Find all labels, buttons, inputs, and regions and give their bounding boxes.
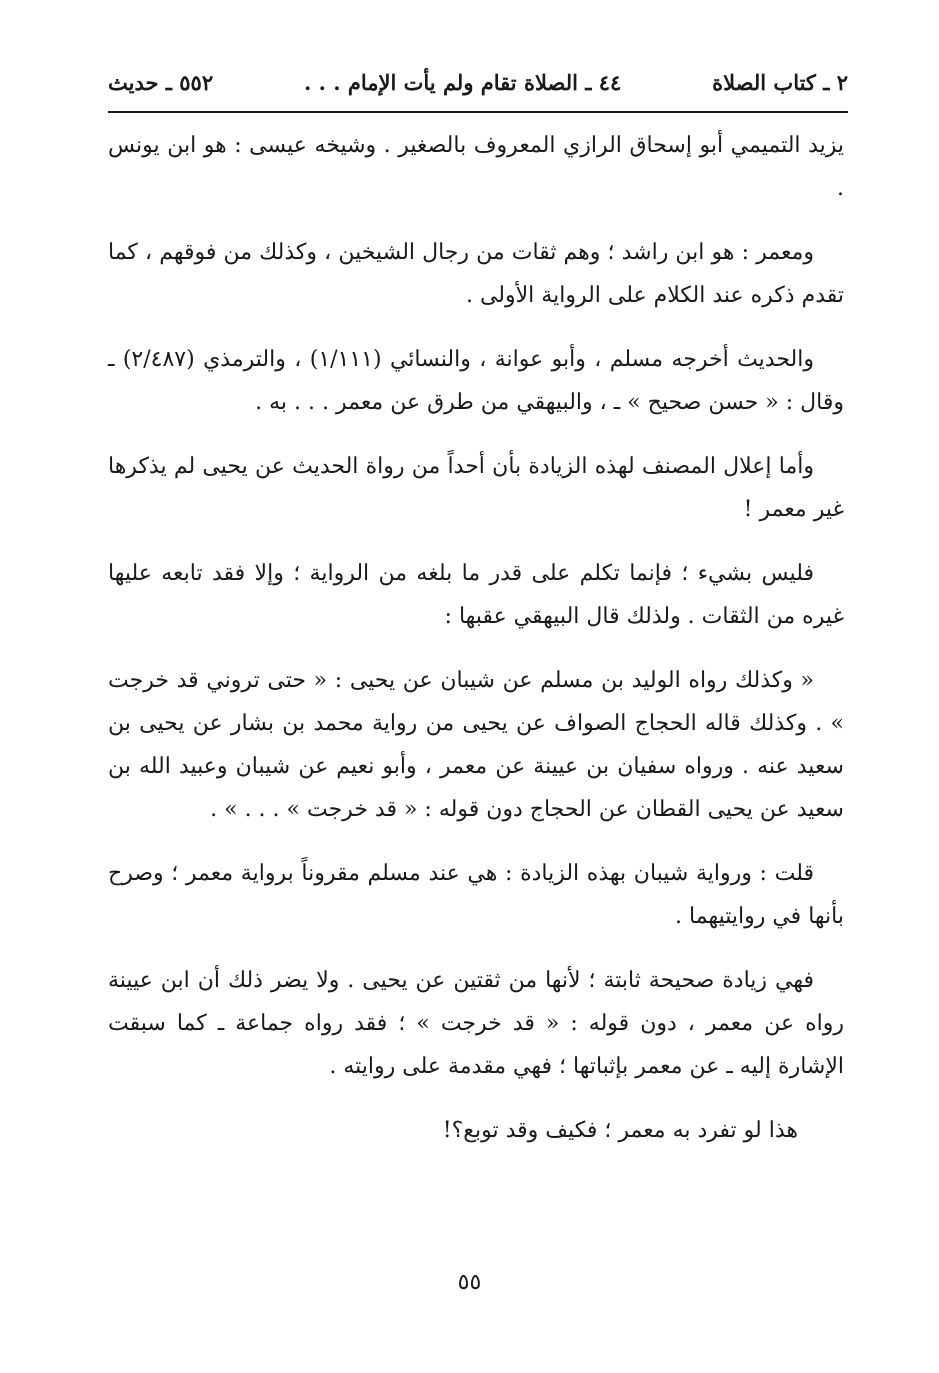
paragraph-3: والحديث أخرجه مسلم ، وأبو عوانة ، والنسائي (١/١١١) ، والترمذي (٢/٤٨٧) ـ وقال : « حسن صحيح » ـ ، والبيهقي من طرق عن معمر . . . به . — [108, 347, 844, 415]
paragraph-6: « وكذلك رواه الوليد بن مسلم عن شيبان عن يحيى : « حتى تروني قد خرجت » . وكذلك قاله الحجاج الصواف عن يحيى من رواية محمد بن بشار عن يحيى بن سعيد عنه . ورواه سفيان بن عيينة عن معمر ، وأبو نعيم عن شيبان وعبيد الله بن سعيد عن يحيى القطان عن الحجاج دون قوله : « قد خرجت » . . . » . — [108, 668, 844, 822]
paragraph-9: هذا لو تفرد به معمر ؛ فكيف وقد توبع؟! — [442, 1118, 798, 1143]
paragraph-4: وأما إعلال المصنف لهذه الزيادة بأن أحداً من رواة الحديث عن يحيى لم يذكرها غير معمر ! — [108, 454, 844, 522]
page-number: ٥٥ — [457, 1270, 482, 1295]
body-text — [108, 124, 844, 1173]
header-section: ٤٤ ـ الصلاة تقام ولم يأت الإمام . . . — [303, 69, 622, 95]
paragraph-2: ومعمر : هو ابن راشد ؛ وهم ثقات من رجال الشيخين ، وكذلك من فوقهم ، كما تقدم ذكره عند الكلام على الرواية الأولى . — [108, 240, 844, 308]
paragraph-7: قلت : ورواية شيبان بهذه الزيادة : هي عند مسلم مقروناً برواية معمر ؛ وصرح بأنها في روايتيهما . — [108, 861, 844, 929]
paragraph-5: فليس بشيء ؛ فإنما تكلم على قدر ما بلغه من الرواية ؛ وإلا فقد تابعه عليها غيره من الثقات . ولذلك قال البيهقي عقبها : — [108, 561, 844, 629]
paragraph-8: فهي زيادة صحيحة ثابتة ؛ لأنها من ثقتين عن يحيى . ولا يضر ذلك أن ابن عيينة رواه عن معمر ، دون قوله : « قد خرجت » ؛ فقد رواه جماعة ـ كما سبقت الإشارة إليه ـ عن معمر بإثباتها ؛ فهي مقدمة على روايته . — [108, 968, 844, 1079]
header-rule — [108, 111, 848, 113]
running-header — [108, 62, 848, 102]
header-hadith: ٥٥٢ ـ حديث — [108, 69, 214, 95]
paragraph-1: يزيد التميمي أبو إسحاق الرازي المعروف بالصغير . وشيخه عيسى : هو ابن يونس . — [108, 133, 844, 201]
header-chapter: ٢ ـ كتاب الصلاة — [712, 69, 848, 95]
